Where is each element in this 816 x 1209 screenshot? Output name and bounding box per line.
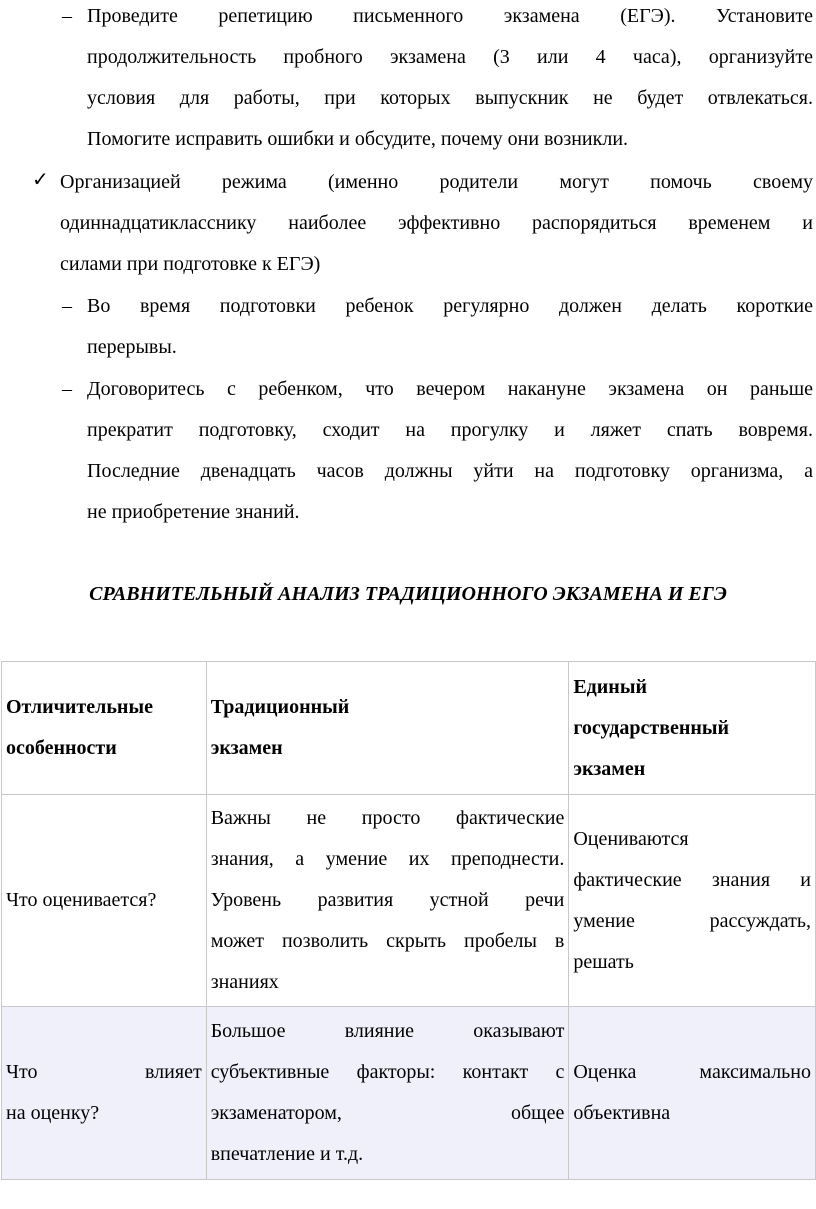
- table-row: [2, 795, 816, 1007]
- traditional-cell: [206, 795, 569, 1007]
- section-title: СРАВНИТЕЛЬНЫЙ АНАЛИЗ ТРАДИЦИОННОГО ЭКЗАМЕНА И ЕГЭ: [89, 583, 727, 605]
- traditional-cell: [206, 1007, 569, 1180]
- table-header-row: [2, 662, 816, 795]
- cell-text: Важны не просто фактические: [210, 807, 565, 829]
- cell-text: Оценка максимально: [573, 1061, 811, 1083]
- cell-text: Что влияет: [6, 1061, 202, 1083]
- cell-text: экзаменатором, общее: [210, 1102, 565, 1124]
- text-line: силами при подготовке к ЕГЭ): [60, 253, 321, 275]
- cell-text: на оценку?: [6, 1102, 100, 1124]
- cell-text: может позволить скрыть пробелы в: [210, 930, 565, 952]
- text-line: прекратит подготовку, сходит на прогулку и ляжет спать вовремя.: [87, 419, 813, 441]
- row-label-cell: [2, 795, 207, 1007]
- dash-marker: –: [62, 378, 72, 400]
- header-text: Традиционный: [210, 696, 350, 718]
- dash-marker: –: [62, 295, 72, 317]
- cell-text: фактические знания и: [573, 868, 811, 891]
- unified-cell: [569, 1007, 816, 1180]
- row-label-cell: [2, 1007, 207, 1180]
- header-cell-traditional: [206, 662, 569, 795]
- text-line: не приобретение знаний.: [87, 501, 300, 523]
- header-text: экзамен: [210, 737, 283, 759]
- cell-text: Что оценивается?: [6, 889, 157, 911]
- cell-text: субъективные факторы: контакт с: [210, 1061, 565, 1083]
- text-line: одиннадцатикласснику наиболее эффективно распорядиться временем и: [60, 212, 813, 234]
- header-text: государственный: [573, 716, 730, 739]
- text-line: продолжительность пробного экзамена (3 или 4 часа), организуйте: [87, 46, 813, 68]
- header-text: Единый: [573, 675, 647, 698]
- cell-text: Уровень развития устной речи: [210, 889, 565, 911]
- cell-text: Оцениваются: [573, 827, 689, 850]
- text-line: Помогите исправить ошибки и обсудите, почему они возникли.: [87, 128, 629, 150]
- table-row: [2, 1007, 816, 1180]
- text-line: перерывы.: [87, 336, 177, 358]
- header-cell-features: [2, 662, 207, 795]
- cell-text: Большое влияние оказывают: [210, 1020, 565, 1042]
- text-line: Последние двенадцать часов должны уйти на подготовку организма, а: [87, 460, 813, 482]
- cell-text: умение рассуждать,: [573, 909, 811, 932]
- header-cell-unified: [569, 662, 816, 795]
- cell-text: объективна: [573, 1102, 671, 1124]
- cell-text: знаниях: [210, 971, 279, 993]
- text-line: Договоритесь с ребенком, что вечером накануне экзамена он раньше: [87, 378, 813, 400]
- comparison-table: [1, 661, 816, 1180]
- text-line: условия для работы, при которых выпускник не будет отвлекаться.: [87, 87, 813, 109]
- header-text: особенности: [6, 737, 117, 759]
- cell-text: знания, а умение их преподнести.: [210, 848, 565, 870]
- text-line: Организацией режима (именно родители могут помочь своему: [60, 171, 813, 193]
- unified-cell: [569, 795, 816, 1007]
- cell-text: впечатление и т.д.: [210, 1143, 364, 1165]
- text-line: Во время подготовки ребенок регулярно должен делать короткие: [87, 295, 813, 317]
- checkmark-icon: ✓: [32, 169, 49, 191]
- cell-text: решать: [573, 950, 634, 973]
- dash-marker: –: [62, 5, 72, 27]
- header-text: экзамен: [573, 757, 646, 780]
- header-text: Отличительные: [6, 696, 153, 718]
- text-line: Проведите репетицию письменного экзамена (ЕГЭ). Установите: [87, 5, 813, 27]
